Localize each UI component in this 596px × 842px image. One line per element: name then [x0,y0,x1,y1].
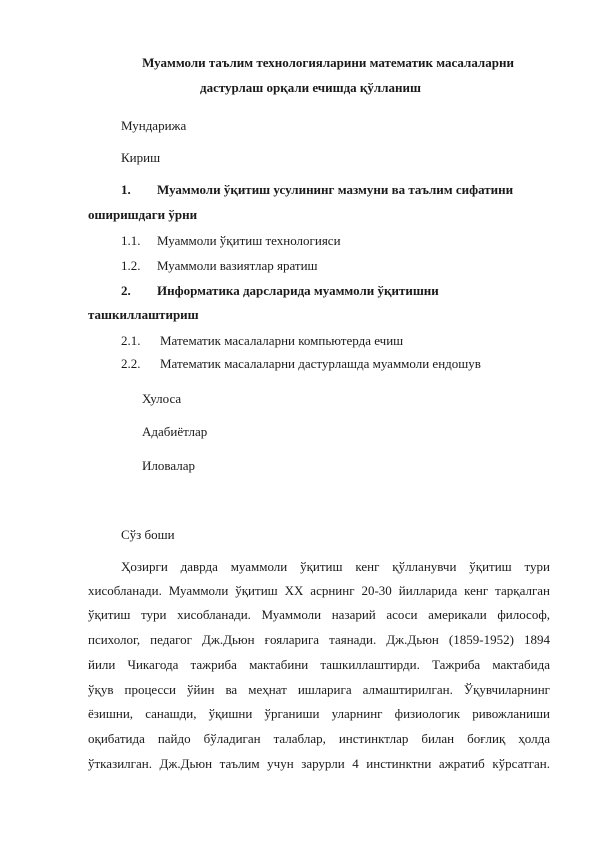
toc-chapter-1-title-cont: оширишдаги ўрни [88,207,198,222]
preface-line: хисобланади. Муаммоли ўқитиш XX асрнинг 20-30 йилларида кенг тарқалган [88,583,550,598]
toc-chapter-1-title: Муаммоли ўқитиш усулининг мазмуни ва таълим сифатини [157,182,514,197]
toc-section-2-2-title: Математик масалаларни дастурлашда муаммоли ендошув [160,356,481,371]
preface-line: ўтказилган. Дж.Дьюн таълим учун зарурли 4 инстинктни ажратиб кўрсатган. [88,756,550,771]
toc-section-1-1-title: Муаммоли ўқитиш технологияси [157,233,341,248]
document-title-line-1: Муаммоли таълим технологияларини математик масалаларни [142,55,514,70]
preface-line: ўқув процесси ўйин ва меҳнат ишларига алмаштирилган. Ўқувчиларнинг [88,682,550,697]
toc-section-2-1-title: Математик масалаларни компьютерда ечиш [160,333,404,348]
toc-appendices: Иловалар [142,458,195,473]
preface-heading: Сўз боши [121,527,175,542]
toc-references: Адабиётлар [142,424,208,439]
toc-heading: Мундарижа [121,118,187,133]
toc-chapter-2-title: Информатика дарсларида муаммоли ўқитишни [157,283,439,298]
toc-section-1-1-number: 1.1. [121,233,141,248]
preface-line: ўқитиш тури хисобланади. Муаммоли назарий асоси америкали философ, [88,607,550,622]
toc-intro: Кириш [121,150,161,165]
toc-section-2-1-number: 2.1. [121,333,141,348]
preface-line: оқибатида пайдо бўладиган талаблар, инстинктлар билан боғлиқ ҳолда [88,731,550,746]
preface-line: йили Чикагода тажриба мактабини ташкиллаштирди. Тажриба мактабида [88,657,550,672]
toc-chapter-1-number: 1. [121,182,131,197]
preface-line: психолог, педагог Дж.Дьюн ғояларига таянади. Дж.Дьюн (1859-1952) 1894 [88,632,550,647]
toc-section-1-2-number: 1.2. [121,258,141,273]
toc-section-1-2-title: Муаммоли вазиятлар яратиш [157,258,318,273]
toc-chapter-2-number: 2. [121,283,131,298]
toc-section-2-2-number: 2.2. [121,356,141,371]
document-title-line-2: дастурлаш орқали ечишда қўлланиш [200,80,421,95]
preface-line: Ҳозирги даврда муаммоли ўқитиш кенг қўлланувчи ўқитиш тури [121,559,550,574]
toc-conclusion: Хулоса [142,391,182,406]
preface-line: ёзишни, санашди, ўқишни ўрганиши уларнинг физиологик ривожланиши [88,706,550,721]
toc-chapter-2-title-cont: ташкиллаштириш [88,307,199,322]
